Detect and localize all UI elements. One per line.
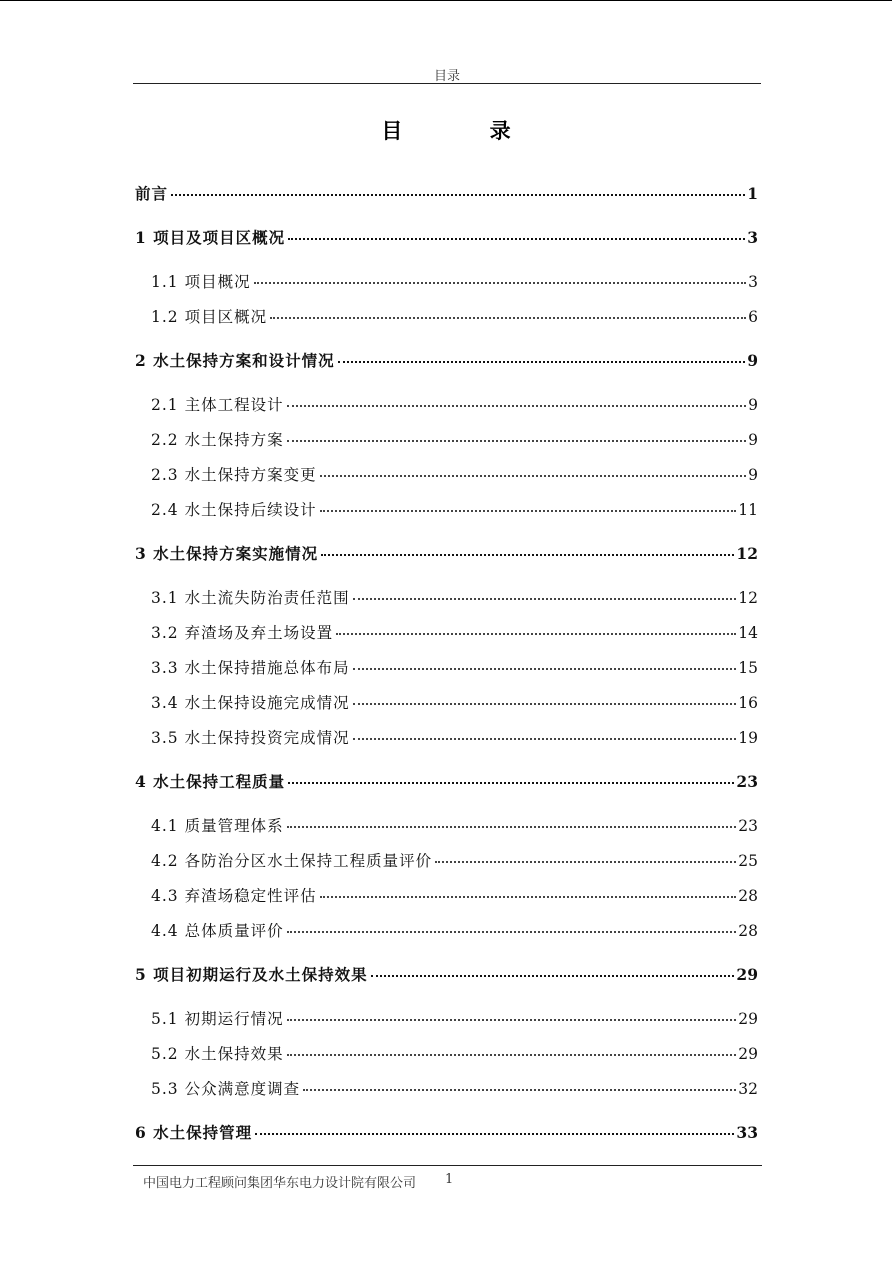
toc-entry[interactable]: [135, 349, 758, 373]
toc-entry[interactable]: [151, 621, 758, 645]
toc-entry-page-number: 28: [738, 922, 758, 940]
toc-dot-leader: [287, 1054, 737, 1056]
toc-entry[interactable]: [151, 270, 758, 294]
running-header-title: 目录: [433, 69, 460, 84]
toc-dot-leader: [171, 194, 745, 196]
toc-entry-label: 4 水土保持工程质量: [135, 772, 286, 791]
toc-entry-label: 4.1 质量管理体系: [151, 817, 284, 835]
toc-entry[interactable]: [151, 586, 758, 610]
toc-entry-page-number: 3: [747, 228, 758, 247]
toc-entry-page-number: 16: [738, 694, 758, 712]
toc-entry-label: 3.5 水土保持投资完成情况: [151, 729, 350, 747]
toc-entry[interactable]: [135, 182, 758, 206]
toc-entry-page-number: 9: [748, 466, 758, 484]
toc-entry-page-number: 19: [738, 729, 758, 747]
toc-entry-label: 3.1 水土流失防治责任范围: [151, 589, 350, 607]
toc-entry-label: 4.2 各防治分区水土保持工程质量评价: [151, 852, 433, 870]
toc-dot-leader: [288, 782, 734, 784]
toc-dot-leader: [336, 633, 736, 635]
toc-entry-page-number: 12: [738, 589, 758, 607]
toc-dot-leader: [353, 703, 737, 705]
toc-entry-label: 5.3 公众满意度调查: [151, 1080, 301, 1098]
toc-title: 目 录: [381, 118, 551, 143]
toc-entry-label: 3.2 弃渣场及弃土场设置: [151, 624, 334, 642]
toc-entry[interactable]: [151, 498, 758, 522]
toc-entry-label: 3 水土保持方案实施情况: [135, 544, 319, 563]
toc-entry[interactable]: [135, 542, 758, 566]
toc-dot-leader: [287, 1019, 737, 1021]
footer-organization: 中国电力工程顾问集团华东电力设计院有限公司: [143, 1176, 417, 1191]
toc-entry[interactable]: [151, 463, 758, 487]
toc-dot-leader: [321, 554, 734, 556]
toc-entry[interactable]: [135, 226, 758, 250]
toc-entry-page-number: 23: [736, 772, 758, 791]
toc-entry[interactable]: [151, 1077, 758, 1101]
toc-entry[interactable]: [151, 1007, 758, 1031]
toc-dot-leader: [320, 896, 737, 898]
toc-entry-label: 4.3 弃渣场稳定性评估: [151, 887, 317, 905]
toc-entry-page-number: 9: [748, 396, 758, 414]
toc-entry-label: 2 水土保持方案和设计情况: [135, 351, 335, 370]
toc-entry[interactable]: [151, 305, 758, 329]
toc-entry-page-number: 14: [738, 624, 758, 642]
toc-entry-label: 2.3 水土保持方案变更: [151, 466, 317, 484]
toc-entry-page-number: 29: [738, 1045, 758, 1063]
toc-entry-page-number: 29: [738, 1010, 758, 1028]
toc-entry[interactable]: [151, 814, 758, 838]
toc-entry[interactable]: [151, 726, 758, 750]
toc-dot-leader: [353, 738, 737, 740]
toc-entry-label: 1 项目及项目区概况: [135, 228, 286, 247]
toc-dot-leader: [270, 317, 746, 319]
toc-entry-label: 3.3 水土保持措施总体布局: [151, 659, 350, 677]
toc-entry-page-number: 15: [738, 659, 758, 677]
toc-entry-label: 5 项目初期运行及水土保持效果: [135, 965, 368, 984]
toc-dot-leader: [353, 598, 737, 600]
toc-dot-leader: [255, 1133, 734, 1135]
toc-entry[interactable]: [135, 770, 758, 794]
toc-entry[interactable]: [135, 1121, 758, 1145]
toc-dot-leader: [353, 668, 737, 670]
toc-entry-label: 2.2 水土保持方案: [151, 431, 284, 449]
toc-entry-label: 2.1 主体工程设计: [151, 396, 284, 414]
toc-entry-page-number: 3: [748, 273, 758, 291]
toc-entry-page-number: 23: [738, 817, 758, 835]
toc-entry[interactable]: [151, 1042, 758, 1066]
toc-entry-label: 6 水土保持管理: [135, 1123, 253, 1142]
toc-entry-page-number: 9: [748, 431, 758, 449]
toc-dot-leader: [338, 361, 746, 363]
toc-entry-page-number: 6: [748, 308, 758, 326]
toc-entry[interactable]: [151, 428, 758, 452]
toc-entry[interactable]: [151, 393, 758, 417]
toc-entry[interactable]: [151, 849, 758, 873]
toc-entry-page-number: 11: [738, 501, 758, 519]
toc-entry[interactable]: [151, 919, 758, 943]
toc-dot-leader: [287, 931, 737, 933]
toc-dot-leader: [288, 238, 745, 240]
toc-entry-page-number: 28: [738, 887, 758, 905]
toc-entry-page-number: 32: [738, 1080, 758, 1098]
toc-dot-leader: [287, 440, 747, 442]
toc-entry-label: 前言: [135, 184, 169, 203]
toc-entry[interactable]: [151, 656, 758, 680]
toc-dot-leader: [435, 861, 736, 863]
toc-entry-label: 1.2 项目区概况: [151, 308, 268, 326]
toc-entry[interactable]: [135, 963, 758, 987]
toc-entry[interactable]: [151, 691, 758, 715]
toc-dot-leader: [320, 510, 737, 512]
footer-page-number: 1: [445, 1172, 454, 1187]
toc-dot-leader: [303, 1089, 736, 1091]
toc-entry-label: 2.4 水土保持后续设计: [151, 501, 317, 519]
toc-entry-label: 3.4 水土保持设施完成情况: [151, 694, 350, 712]
toc-dot-leader: [287, 826, 737, 828]
toc-dot-leader: [371, 975, 735, 977]
toc-dot-leader: [254, 282, 747, 284]
toc-dot-leader: [320, 475, 747, 477]
toc-entry-label: 1.1 项目概况: [151, 273, 251, 291]
toc-entry-label: 5.1 初期运行情况: [151, 1010, 284, 1028]
page-footer: [133, 1165, 762, 1196]
toc-entry-page-number: 29: [736, 965, 758, 984]
toc-entry-label: 5.2 水土保持效果: [151, 1045, 284, 1063]
toc-entry-label: 4.4 总体质量评价: [151, 922, 284, 940]
toc-entry-page-number: 12: [736, 544, 758, 563]
toc-entry-page-number: 1: [747, 184, 758, 203]
toc-entry-page-number: 25: [738, 852, 758, 870]
toc-entry-page-number: 9: [747, 351, 758, 370]
toc-entry[interactable]: [151, 884, 758, 908]
toc-dot-leader: [287, 405, 747, 407]
toc-entry-page-number: 33: [736, 1123, 758, 1142]
